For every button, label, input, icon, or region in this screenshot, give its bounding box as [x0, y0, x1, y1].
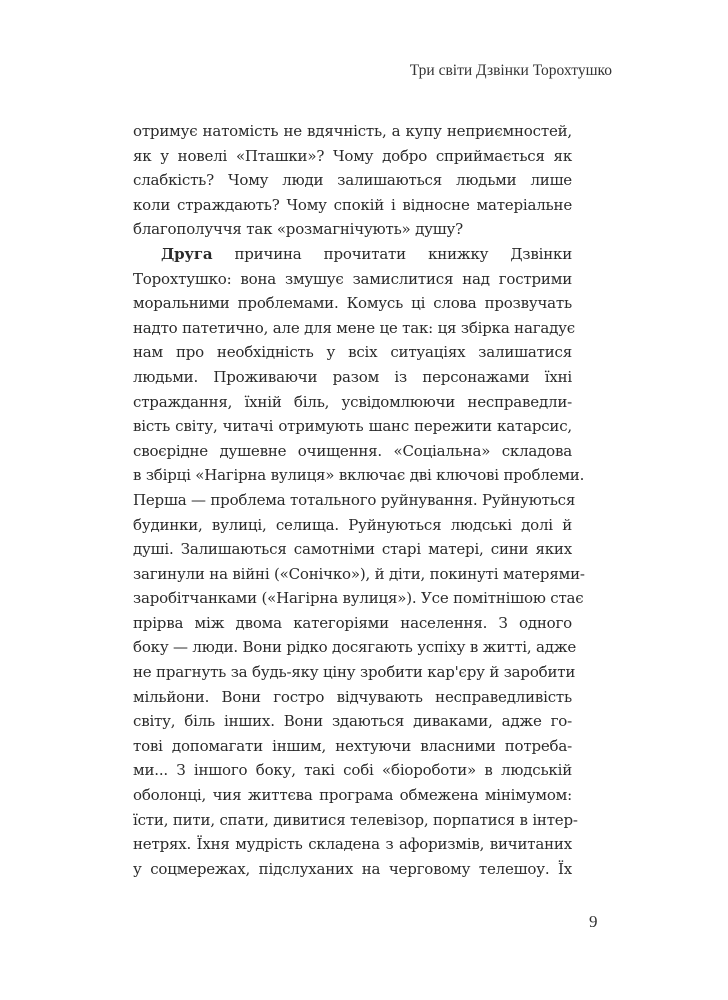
text-line: благополуччя так «розмагнічують» душу? — [133, 220, 463, 239]
text-line: Перша — проблема тотального руйнування. Руйнуються — [133, 490, 576, 509]
text-line: їсти, пити, спати, дивитися телевізор, порпатися в інтер- — [133, 810, 578, 829]
text-line: душі. Залишаються самотніми старі матері, сини яких — [133, 540, 572, 559]
text-line: загинули на війні («Сонічко»), й діти, покинуті матерями- — [133, 564, 585, 583]
text-line: надто патетично, але для мене це так: ця збірка нагадує — [133, 318, 575, 337]
text-line: моральними проблемами. Комусь ці слова прозвучать — [133, 294, 572, 313]
page-number: 9 — [589, 912, 598, 931]
text-line: нетрях. Їхня мудрість складена з афоризмів, вичитаних — [133, 835, 572, 854]
text-line: коли страждають? Чому спокій і відносне матеріальне — [133, 195, 572, 214]
text-line: прірва між двома категоріями населення. З одного — [133, 613, 572, 632]
text-line: в збірці «Нагірна вулиця» включає дві ключові проблеми. — [133, 466, 585, 485]
body-text — [133, 119, 585, 881]
text-line: вість світу, читачі отримують шанс пережити катарсис, — [133, 417, 572, 436]
text-line: Торохтушко: вона змушує замислитися над гострими — [133, 269, 572, 288]
text-line: людьми. Проживаючи разом із персонажами їхні — [133, 367, 572, 386]
text-line: світу, біль інших. Вони здаються диваками, адже го- — [133, 712, 572, 731]
bold-lead-word: Друга — [161, 244, 213, 263]
text-line: будинки, вулиці, селища. Руйнуються людські долі й — [133, 515, 572, 534]
text-line: своєрідне душевне очищення. «Соціальна» складова — [133, 441, 572, 460]
text-line: оболонці, чия життєва програма обмежена мінімумом: — [133, 786, 572, 805]
text-line: не прагнуть за будь-яку ціну зробити кар'єру й заробити — [133, 663, 576, 682]
text-line: заробітчанками («Нагірна вулиця»). Усе помітнішою стає — [133, 589, 584, 608]
text-line: причина прочитати книжку Дзвінки — [212, 244, 572, 263]
text-line: тові допомагати іншим, нехтуючи власними потреба- — [133, 736, 572, 755]
text-line: нам про необхідність у всіх ситуаціях залишатися — [133, 343, 572, 362]
text-line: боку — люди. Вони рідко досягають успіху в житті, адже — [133, 638, 577, 657]
text-line: ми... З іншого боку, такі собі «біороботи» в людській — [133, 761, 572, 780]
text-line: мільйони. Вони гостро відчувають несправедливість — [133, 687, 572, 706]
running-header: Три світи Дзвінки Торохтушко — [409, 62, 612, 79]
text-line: у соцмережах, підслуханих на черговому телешоу. Їх — [133, 859, 572, 878]
text-line: слабкість? Чому люди залишаються людьми лише — [133, 171, 572, 190]
text-line: страждання, їхній біль, усвідомлюючи несправедли- — [133, 392, 572, 411]
text-line: як у новелі «Пташки»? Чому добро сприймається як — [133, 146, 572, 165]
paragraph-start-line — [133, 242, 572, 267]
text-line: отримує натомість не вдячність, а купу неприємностей, — [133, 122, 572, 140]
